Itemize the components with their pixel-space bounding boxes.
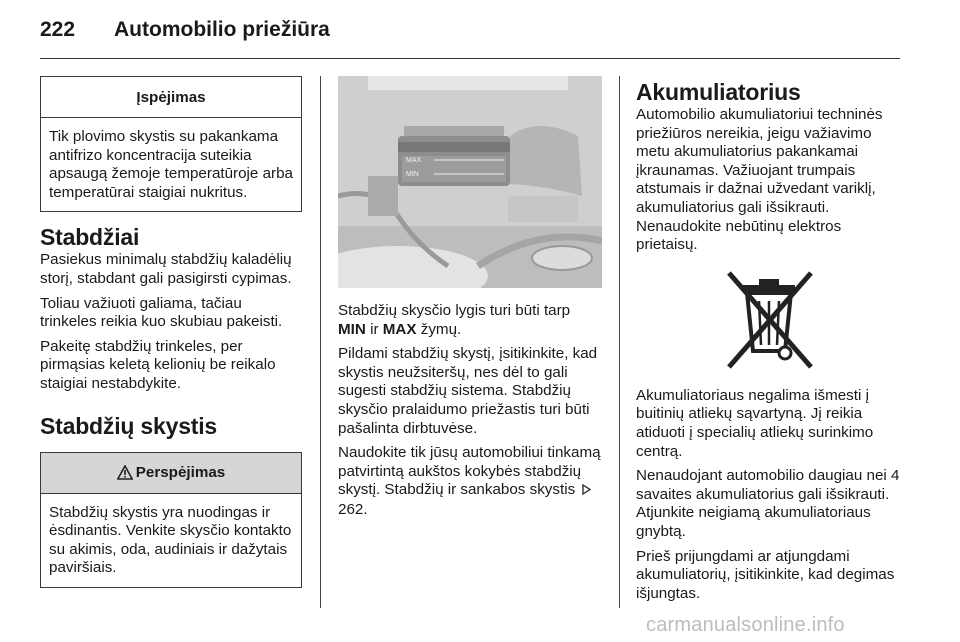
page-reference-icon: [581, 482, 591, 501]
warning-box: [40, 452, 302, 588]
notice-box-heading: Įspėjimas: [41, 77, 301, 118]
notice-box-text: Tik plovimo skystis su pakankama antifrizo koncentracija suteikia apsaugą žemoje temperatūroje arba temperatūrai staigiai nukritus.: [49, 128, 293, 201]
column-left: [40, 76, 302, 588]
brakes-paragraph-3: Pakeitę stabdžių trinkeles, per pirmąsias keletą kelionių be reikalo staigiai nestabdykite.: [40, 337, 276, 392]
page-number: 222: [40, 18, 76, 41]
fluid-level-end: žymų.: [420, 320, 462, 338]
column-divider-1: [320, 76, 321, 608]
battery-paragraph-3: Nenaudojant automobilio daugiau nei 4 savaites akumuliatorius gali išsikrauti. Atjunkite neigiamą akumuliatoriaus gnybtą.: [636, 467, 900, 540]
fluid-level-connector: ir: [370, 320, 379, 338]
page-header: [40, 14, 920, 54]
column-middle: [338, 76, 602, 526]
max-label: MAX: [382, 320, 417, 338]
brake-fluid-reservoir-photo: [338, 76, 602, 288]
fluid-level-paragraph: [338, 302, 602, 339]
brakes-paragraph-1: Pasiekus minimalų stabdžių kaladėlių storį, stabdant gali pasigirsti cypimas.: [40, 251, 292, 287]
fluid-filling-paragraph: Pildami stabdžių skystį, įsitikinkite, kad skystis neužsiteršų, nes dėl to gali sugesti stabdžių sistema. Stabdžių skysčio pralaidumo priežastis turi būti pašalinta dirbtuvėse.: [338, 345, 598, 437]
photo-label-min: MIN: [406, 171, 419, 178]
battery-paragraph-2: Akumuliatoriaus negalima išmesti į buitinių atliekų sąvartyną. Jį reikia atiduoti į specialių atliekų surinkimo centrą.: [636, 386, 874, 460]
brakes-heading: Stabdžiai: [40, 224, 140, 251]
page-title: Automobilio priežiūra: [114, 18, 330, 41]
header-rule: [40, 58, 900, 59]
fluid-quality-paragraph: [338, 444, 602, 519]
notice-box: [40, 76, 302, 212]
page-reference-link[interactable]: 262.: [338, 500, 368, 518]
watermark: carmanualsonline.info: [646, 614, 845, 636]
warning-triangle-icon: [117, 465, 133, 480]
battery-paragraph-4: Prieš prijungdami ar atjungdami akumuliatorių, įsitikinkite, kad degimas išjungtas.: [636, 547, 895, 602]
fluid-quality-text: Naudokite tik jūsų automobiliui tinkamą patvirtintą aukštos kokybės stabdžių skystį. Stabdžių ir sankabos skystis: [338, 444, 601, 499]
crossed-out-bin-icon: [719, 265, 819, 373]
min-label: MIN: [338, 320, 366, 338]
photo-label-max: MAX: [406, 157, 422, 164]
warning-box-heading: Perspėjimas: [135, 464, 226, 482]
battery-paragraph-1: Automobilio akumuliatoriui techninės priežiūros nereikia, jeigu važiavimo metu akumuliatorius pakankamai įkraunamas. Važiuojant trumpais atstumais ir dažnai užvedant variklį, akumuliatorius gali išsikrauti. Nenaudokite nebūtinų elektros prietaisų.: [636, 106, 883, 254]
brakes-paragraph-2: Toliau važiuoti galiama, tačiau trinkeles reikia kuo skubiau pakeisti.: [40, 294, 283, 331]
brake-fluid-heading: Stabdžių skystis: [40, 412, 218, 439]
column-divider-2: [619, 76, 620, 608]
warning-box-header: [41, 453, 301, 494]
warning-box-text: Stabdžių skystis yra nuodingas ir ėsdinantis. Venkite skysčio kontakto su akimis, oda, audiniais ir dažytais paviršiais.: [49, 503, 292, 577]
column-right: [636, 76, 902, 609]
battery-heading: Akumuliatorius: [636, 79, 801, 105]
fluid-level-text: Stabdžių skysčio lygis turi būti tarp: [338, 302, 571, 319]
